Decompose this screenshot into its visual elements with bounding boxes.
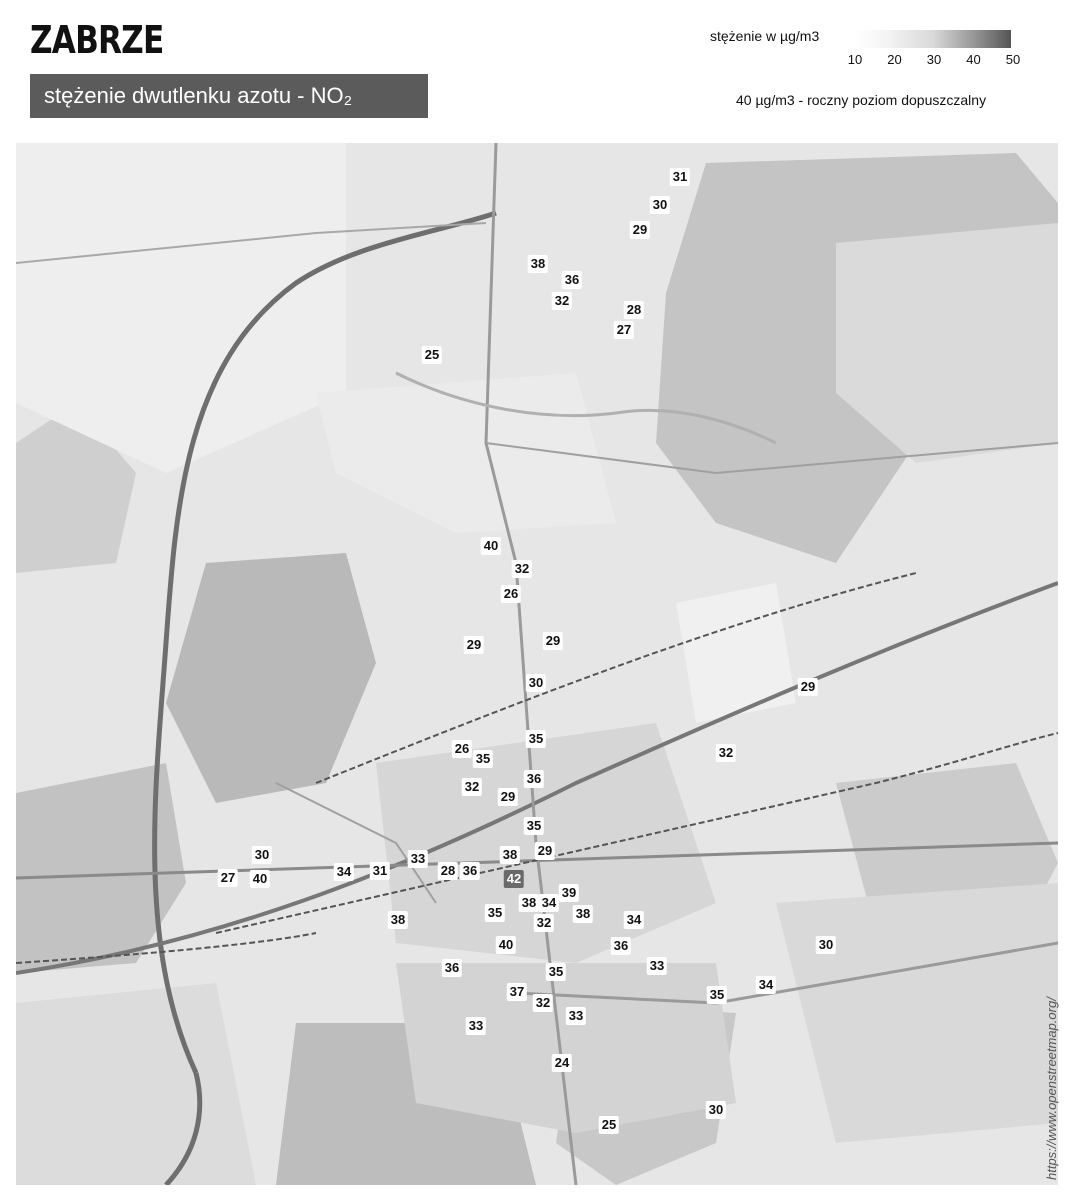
legend-color-scale xyxy=(855,30,1011,48)
map-title: ZABRZE xyxy=(30,18,164,62)
legend-tick: 50 xyxy=(1005,52,1021,67)
measurement-point-label[interactable]: 30 xyxy=(526,674,546,692)
measurement-point-label[interactable]: 36 xyxy=(611,937,631,955)
map-subtitle: stężenie dwutlenku azotu - NO₂ xyxy=(30,74,428,118)
measurement-point-label[interactable]: 32 xyxy=(462,778,482,796)
measurement-point-label[interactable]: 34 xyxy=(539,894,559,912)
measurement-point-label[interactable]: 36 xyxy=(524,770,544,788)
measurement-point-label[interactable]: 35 xyxy=(524,817,544,835)
residential-area xyxy=(776,883,1058,1143)
measurement-point-label[interactable]: 30 xyxy=(252,846,272,864)
measurement-point-label[interactable]: 30 xyxy=(706,1101,726,1119)
legend-tick: 10 xyxy=(847,52,863,67)
measurement-point-label[interactable]: 33 xyxy=(408,850,428,868)
legend-limit-note: 40 µg/m3 - roczny poziom dopuszczalny xyxy=(736,92,987,108)
measurement-point-label[interactable]: 40 xyxy=(481,537,501,555)
measurement-point-label[interactable]: 32 xyxy=(534,914,554,932)
measurement-point-label[interactable]: 29 xyxy=(498,788,518,806)
measurement-point-label[interactable]: 34 xyxy=(756,976,776,994)
measurement-point-label[interactable]: 32 xyxy=(512,560,532,578)
measurement-point-label[interactable]: 28 xyxy=(624,301,644,319)
measurement-point-label[interactable]: 31 xyxy=(370,862,390,880)
measurement-point-label[interactable]: 32 xyxy=(716,744,736,762)
measurement-point-label[interactable]: 27 xyxy=(614,321,634,339)
measurement-point-label[interactable]: 29 xyxy=(543,632,563,650)
measurement-point-label[interactable]: 34 xyxy=(334,863,354,881)
measurement-point-label[interactable]: 32 xyxy=(533,994,553,1012)
open-field xyxy=(676,583,796,723)
legend-tick: 30 xyxy=(926,52,942,67)
measurement-point-label[interactable]: 25 xyxy=(422,346,442,364)
measurement-point-label[interactable]: 26 xyxy=(501,585,521,603)
open-field xyxy=(316,373,616,533)
map-canvas[interactable] xyxy=(16,143,1058,1185)
measurement-point-label[interactable]: 36 xyxy=(460,862,480,880)
measurement-point-label[interactable]: 30 xyxy=(650,196,670,214)
measurement-point-label[interactable]: 31 xyxy=(670,168,690,186)
measurement-point-label[interactable]: 34 xyxy=(624,911,644,929)
measurement-point-label[interactable]: 26 xyxy=(452,740,472,758)
measurement-point-label[interactable]: 25 xyxy=(599,1116,619,1134)
measurement-point-label[interactable]: 35 xyxy=(546,963,566,981)
measurement-point-label[interactable]: 33 xyxy=(466,1017,486,1035)
measurement-point-label[interactable]: 38 xyxy=(519,894,539,912)
measurement-point-label[interactable]: 39 xyxy=(559,884,579,902)
measurement-point-label[interactable]: 29 xyxy=(798,678,818,696)
measurement-point-label[interactable]: 38 xyxy=(388,911,408,929)
measurement-point-label[interactable]: 29 xyxy=(535,842,555,860)
measurement-point-label[interactable]: 36 xyxy=(562,271,582,289)
measurement-point-label[interactable]: 36 xyxy=(442,959,462,977)
measurement-point-label[interactable]: 29 xyxy=(464,636,484,654)
measurement-point-label[interactable]: 40 xyxy=(496,936,516,954)
measurement-point-label[interactable]: 29 xyxy=(630,221,650,239)
map-attribution[interactable]: https://www.openstreetmap.org/ xyxy=(1044,997,1059,1180)
measurement-point-label[interactable]: 42 xyxy=(504,870,524,888)
measurement-point-label[interactable]: 33 xyxy=(566,1007,586,1025)
measurement-point-label[interactable]: 27 xyxy=(218,869,238,887)
map-basemap xyxy=(16,143,1058,1185)
open-field xyxy=(16,143,346,473)
legend-ticks xyxy=(842,52,1026,67)
legend-tick: 20 xyxy=(887,52,902,67)
forest-area xyxy=(166,553,376,803)
residential-area xyxy=(16,983,256,1185)
measurement-point-label[interactable]: 32 xyxy=(552,292,572,310)
measurement-point-label[interactable]: 37 xyxy=(507,983,527,1001)
measurement-point-label[interactable]: 38 xyxy=(500,846,520,864)
legend-tick: 40 xyxy=(966,52,981,67)
measurement-point-label[interactable]: 35 xyxy=(526,730,546,748)
measurement-point-label[interactable]: 35 xyxy=(485,904,505,922)
measurement-point-label[interactable]: 38 xyxy=(528,255,548,273)
measurement-point-label[interactable]: 38 xyxy=(573,905,593,923)
measurement-point-label[interactable]: 30 xyxy=(816,936,836,954)
measurement-point-label[interactable]: 40 xyxy=(250,870,270,888)
measurement-point-label[interactable]: 35 xyxy=(707,986,727,1004)
measurement-point-label[interactable]: 33 xyxy=(647,957,667,975)
measurement-point-label[interactable]: 28 xyxy=(438,862,458,880)
legend-label: stężenie w µg/m3 xyxy=(710,28,820,44)
measurement-point-label[interactable]: 35 xyxy=(473,750,493,768)
measurement-point-label[interactable]: 24 xyxy=(552,1054,572,1072)
